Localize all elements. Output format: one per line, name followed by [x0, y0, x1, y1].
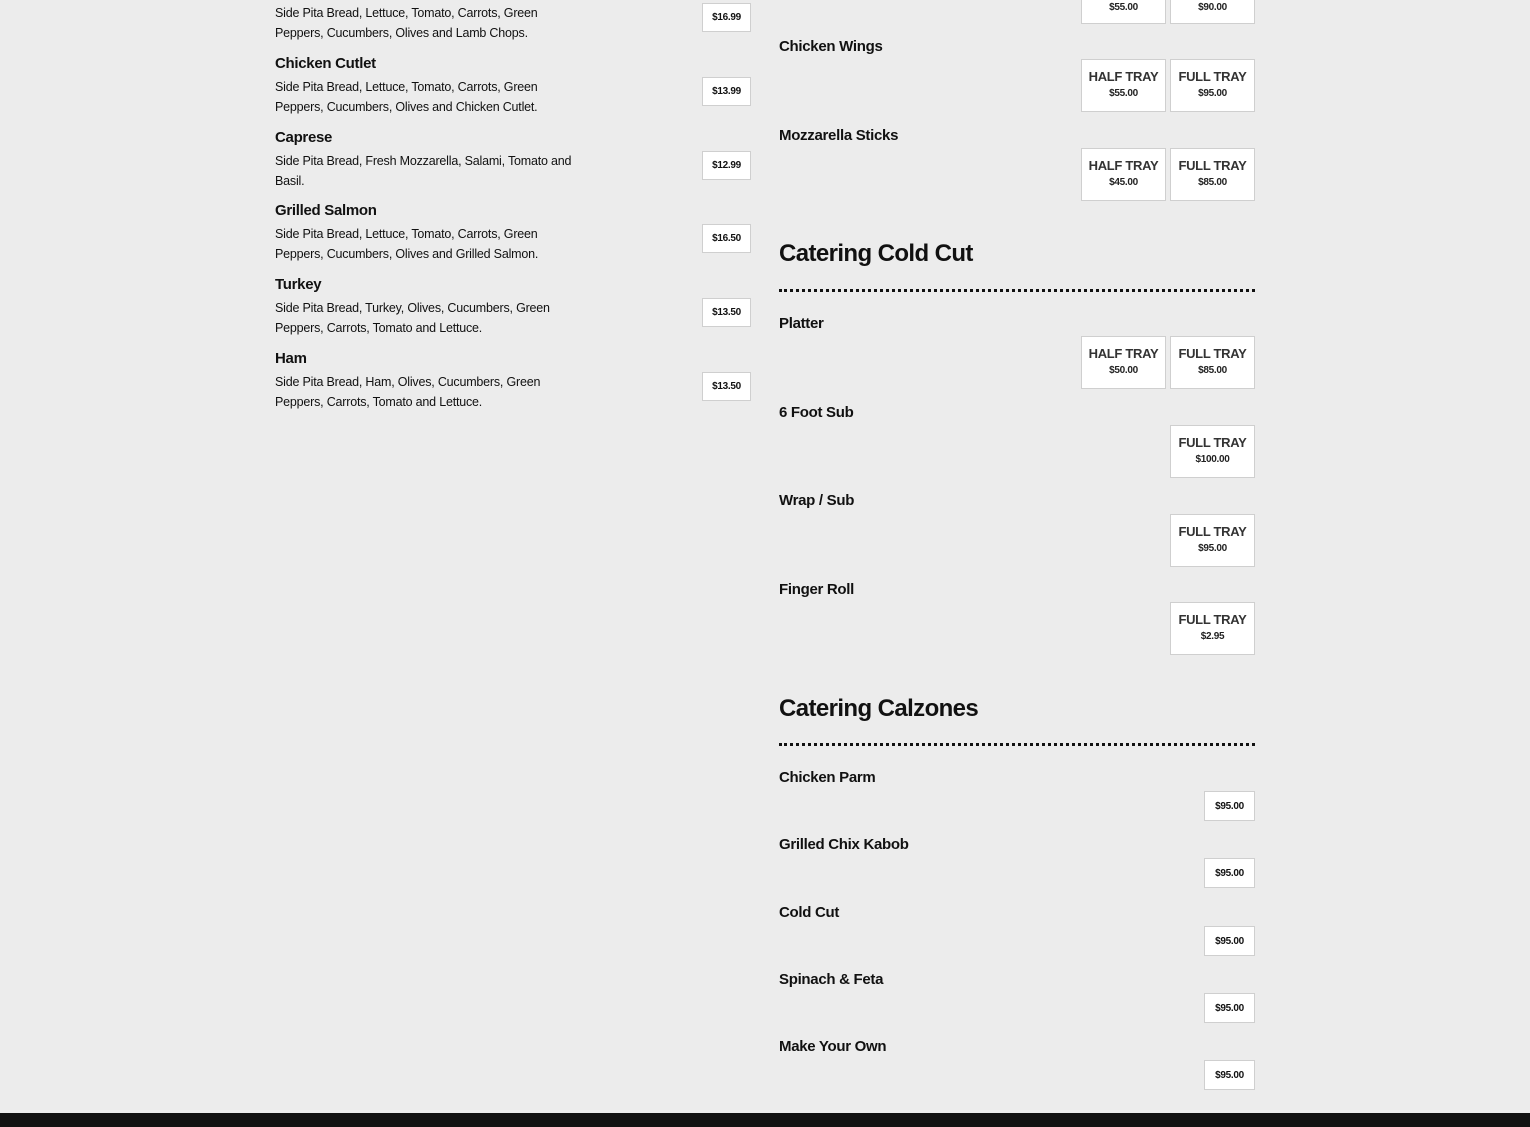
item-description: Side Pita Bread, Ham, Olives, Cucumbers, Green Peppers, Carrots, Tomato and Lettuce. [275, 375, 541, 409]
tray-price: $95.00 [1198, 88, 1227, 99]
menu-item-ham[interactable] [275, 350, 751, 414]
menu-item-grilled-salmon[interactable] [275, 202, 751, 266]
price-button[interactable]: $95.00 [1204, 858, 1255, 888]
menu-item-lamb-chops[interactable] [275, 0, 751, 44]
price-button[interactable]: $13.50 [702, 372, 751, 401]
item-name: Chicken Parm [779, 769, 876, 786]
price-button[interactable]: $13.50 [702, 298, 751, 327]
item-name: Finger Roll [779, 581, 855, 598]
full-tray-button[interactable] [1170, 148, 1255, 201]
tray-label: FULL TRAY [1178, 158, 1247, 173]
tray-price: $90.00 [1198, 2, 1227, 13]
tray-label: FULL TRAY [1178, 612, 1247, 627]
price-button[interactable]: $12.99 [702, 151, 751, 180]
tray-label: HALF TRAY [1088, 346, 1159, 361]
tray-price: $85.00 [1198, 365, 1227, 376]
price-button[interactable]: $95.00 [1204, 791, 1255, 821]
item-name: Wrap / Sub [779, 492, 855, 509]
tray-price: $50.00 [1109, 365, 1138, 376]
tray-label: FULL TRAY [1178, 69, 1247, 84]
tray-price: $55.00 [1109, 88, 1138, 99]
tray-label: FULL TRAY [1178, 524, 1247, 539]
item-name: Chicken Cutlet [275, 55, 376, 72]
item-name: 6 Foot Sub [779, 404, 854, 421]
half-tray-button[interactable] [1081, 148, 1166, 201]
full-tray-button[interactable] [1170, 514, 1255, 567]
section-title-calzones: Catering Calzones [779, 695, 979, 722]
item-name: Turkey [275, 276, 322, 293]
price-button[interactable]: $95.00 [1204, 926, 1255, 956]
tray-price: $85.00 [1198, 177, 1227, 188]
tray-label: HALF TRAY [1088, 158, 1159, 173]
full-tray-button[interactable] [1170, 336, 1255, 389]
full-tray-button[interactable] [1170, 425, 1255, 478]
tray-label: FULL TRAY [1178, 435, 1247, 450]
section-divider [779, 289, 1255, 292]
item-name: Make Your Own [779, 1038, 887, 1055]
item-name: Grilled Chix Kabob [779, 836, 909, 853]
section-divider [779, 743, 1255, 746]
item-name: Chicken Wings [779, 38, 883, 55]
price-button[interactable]: $95.00 [1204, 1060, 1255, 1090]
item-name: Cold Cut [779, 904, 840, 921]
full-tray-button[interactable] [1170, 59, 1255, 112]
price-button[interactable]: $16.99 [702, 3, 751, 32]
item-name: Ham [275, 350, 307, 367]
item-name: Spinach & Feta [779, 971, 884, 988]
item-name: Grilled Salmon [275, 202, 377, 219]
item-name: Caprese [275, 129, 333, 146]
price-button[interactable]: $95.00 [1204, 993, 1255, 1023]
item-name: Mozzarella Sticks [779, 127, 899, 144]
tray-price: $95.00 [1198, 543, 1227, 554]
half-tray-button[interactable] [1081, 59, 1166, 112]
item-name: Platter [779, 315, 824, 332]
tray-label: HALF TRAY [1088, 69, 1159, 84]
price-button[interactable]: $13.99 [702, 77, 751, 106]
item-description: Side Pita Bread, Turkey, Olives, Cucumbers, Green Peppers, Carrots, Tomato and Lettuce. [275, 301, 550, 335]
tray-price: $45.00 [1109, 177, 1138, 188]
item-description: Side Pita Bread, Lettuce, Tomato, Carrots, Green Peppers, Cucumbers, Olives and Grilled Salmon. [275, 227, 539, 261]
full-tray-button[interactable] [1170, 0, 1255, 24]
item-description: Side Pita Bread, Fresh Mozzarella, Salami, Tomato and Basil. [275, 154, 572, 188]
footer-bar [0, 1113, 1530, 1127]
tray-price: $100.00 [1195, 454, 1230, 465]
menu-item-caprese[interactable] [275, 129, 751, 193]
tray-price: $55.00 [1109, 2, 1138, 13]
section-title-cold-cut: Catering Cold Cut [779, 240, 973, 267]
menu-item-chicken-cutlet[interactable] [275, 55, 751, 119]
full-tray-button[interactable] [1170, 602, 1255, 655]
item-description: Side Pita Bread, Lettuce, Tomato, Carrots, Green Peppers, Cucumbers, Olives and Lamb Chops. [275, 6, 538, 40]
tray-label: FULL TRAY [1178, 346, 1247, 361]
menu-item-turkey[interactable] [275, 276, 751, 340]
half-tray-button[interactable] [1081, 336, 1166, 389]
tray-price: $2.95 [1200, 631, 1225, 642]
half-tray-button[interactable] [1081, 0, 1166, 24]
price-button[interactable]: $16.50 [702, 224, 751, 253]
item-description: Side Pita Bread, Lettuce, Tomato, Carrots, Green Peppers, Cucumbers, Olives and Chicken Cutlet. [275, 80, 538, 114]
